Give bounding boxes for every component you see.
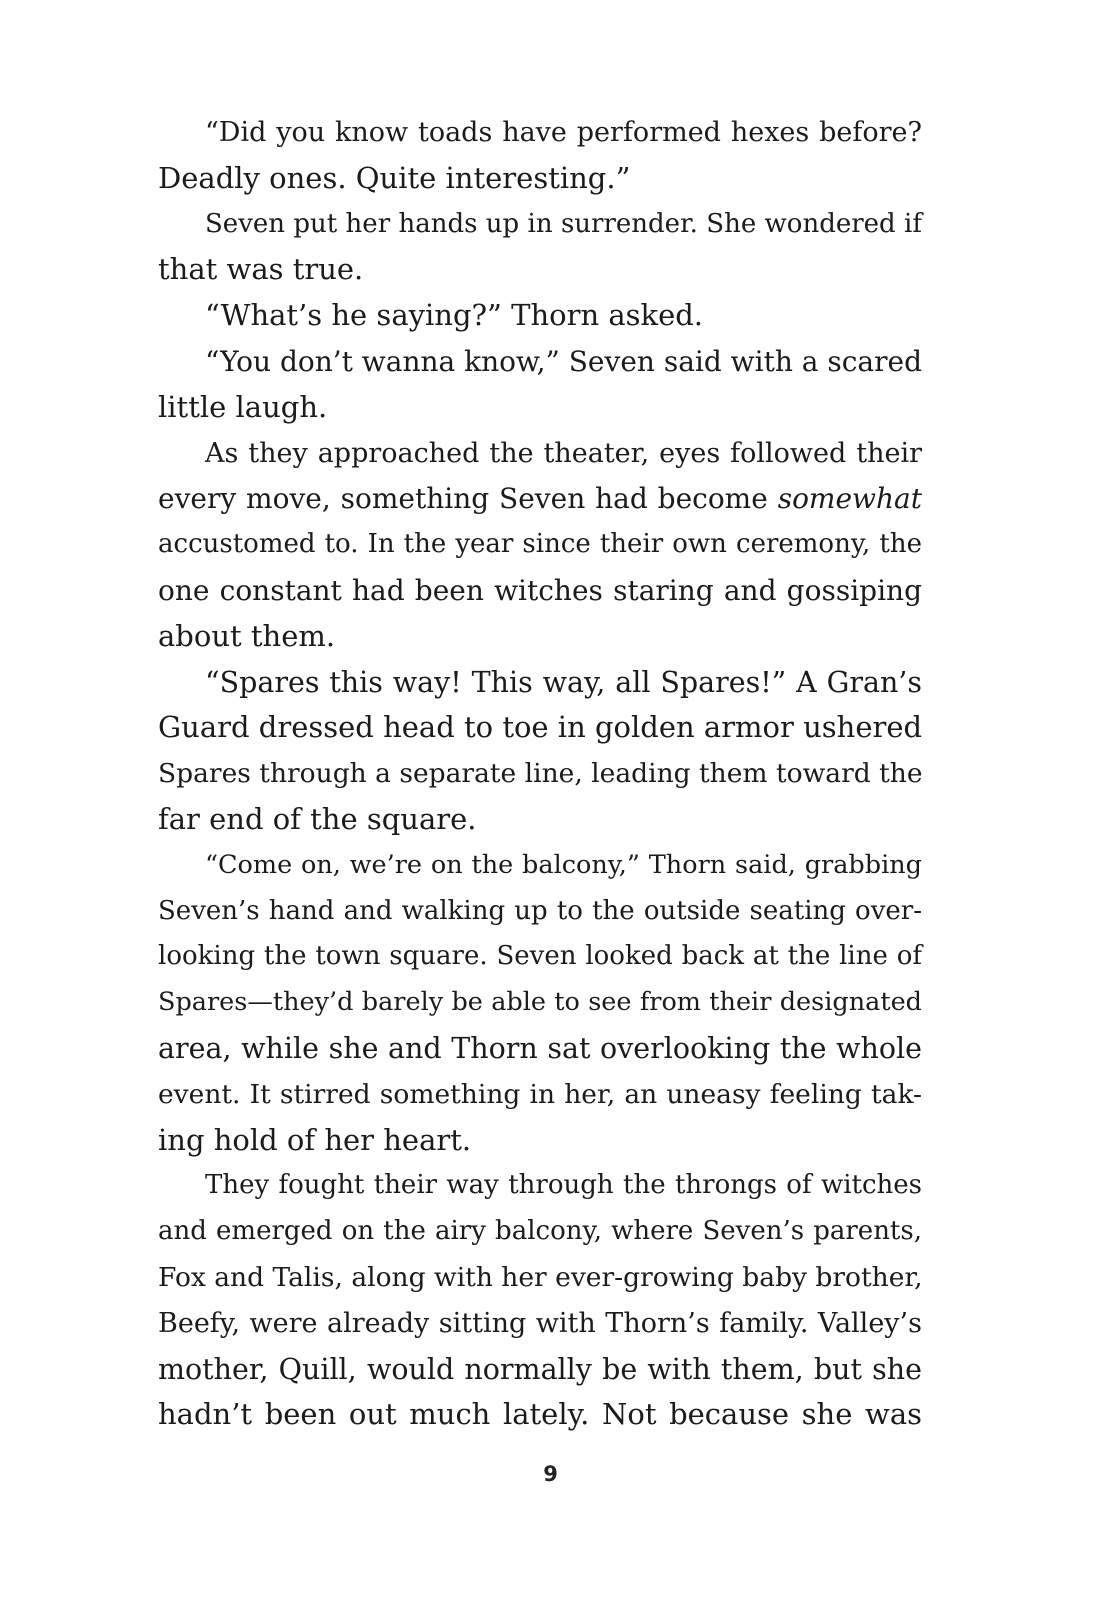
italic-text: somewhat bbox=[777, 482, 922, 516]
text-line: far end of the square. bbox=[158, 801, 477, 836]
text-line: Deadly ones. Quite interesting.” bbox=[158, 160, 631, 195]
text-segment: every move, something Seven had become bbox=[158, 482, 778, 516]
text-line: accustomed to. In the year since their own ceremony, the bbox=[158, 529, 922, 560]
text-line: area, while she and Thorn sat overlooking the whole bbox=[158, 1031, 922, 1065]
text-line: As they approached the theater, eyes followed their bbox=[205, 437, 922, 469]
text-line: “What’s he saying?” Thorn asked. bbox=[205, 298, 704, 333]
text-line: little laugh. bbox=[158, 389, 328, 424]
text-line: that was true. bbox=[158, 252, 364, 287]
text-line: Beefy, were already sitting with Thorn’s family. Valley’s bbox=[158, 1307, 922, 1339]
text-line: “Come on, we’re on the balcony,” Thorn said, grabbing bbox=[205, 849, 922, 880]
text-line: “You don’t wanna know,” Seven said with a scared bbox=[205, 344, 922, 378]
text-line: “Did you know toads have performed hexes before? bbox=[205, 117, 922, 148]
text-line bbox=[158, 476, 922, 522]
text-line: event. It stirred something in her, an uneasy feeling tak- bbox=[158, 1078, 922, 1110]
text-line: and emerged on the airy balcony, where Seven’s parents, bbox=[158, 1216, 922, 1247]
text-line: looking the town square. Seven looked back at the line of bbox=[158, 941, 922, 972]
text-line: hadn’t been out much lately. Not because she was bbox=[158, 1397, 922, 1432]
text-line: Fox and Talis, along with her ever-growing baby brother, bbox=[158, 1261, 923, 1293]
text-line: ing hold of her heart. bbox=[158, 1122, 472, 1157]
text-line: mother, Quill, would normally be with them, but she bbox=[158, 1352, 922, 1386]
text-line: Spares—they’d barely be able to see from their designated bbox=[158, 987, 922, 1018]
text-line: They fought their way through the throngs of witches bbox=[205, 1170, 922, 1201]
text-line: Seven put her hands up in surrender. She wondered if bbox=[205, 208, 922, 239]
text-line: Guard dressed head to toe in golden armor ushered bbox=[158, 710, 923, 745]
text-line: “Spares this way! This way, all Spares!” A Gran’s bbox=[205, 665, 922, 699]
text-line: Spares through a separate line, leading them toward the bbox=[158, 758, 923, 790]
text-line: one constant had been witches staring and gossiping bbox=[158, 573, 922, 607]
page-number: 9 bbox=[543, 1462, 558, 1486]
body-text bbox=[158, 110, 922, 1438]
text-line: about them. bbox=[158, 618, 336, 653]
text-line: Seven’s hand and walking up to the outside seating over- bbox=[158, 895, 922, 926]
